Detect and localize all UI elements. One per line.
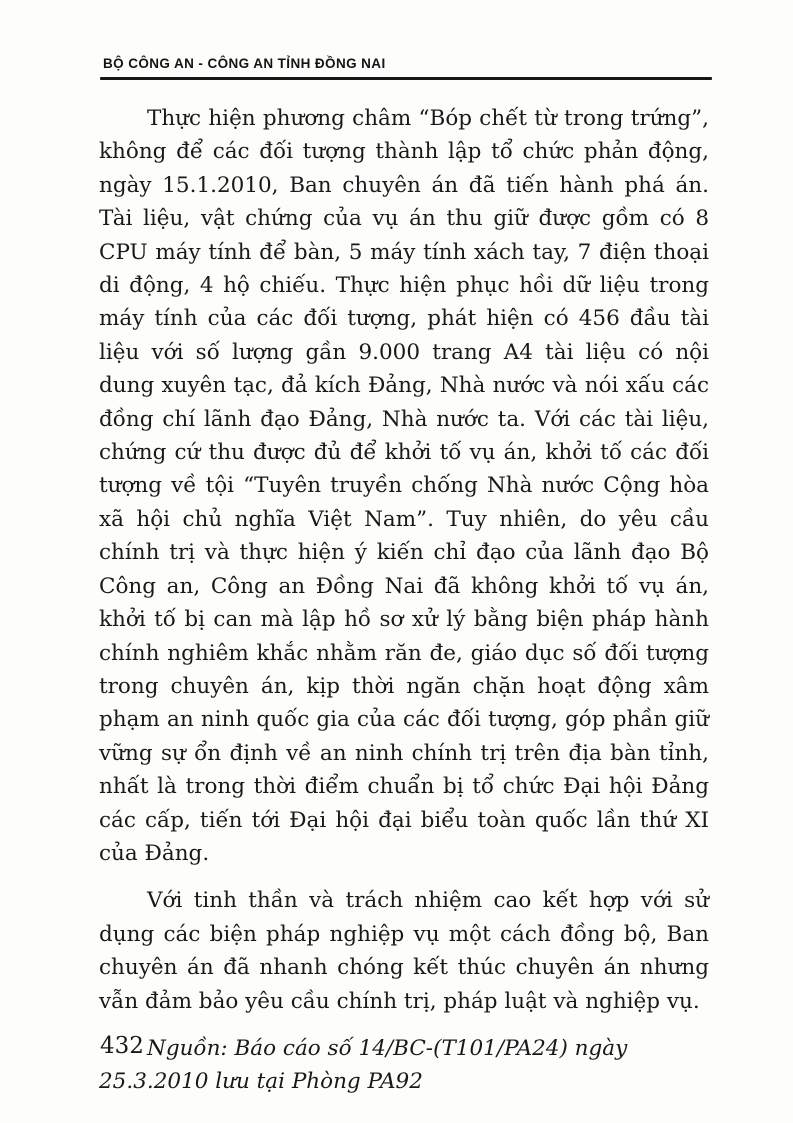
header-rule [100,77,712,80]
source-note: Nguồn: Báo cáo số 14/BC-(T101/PA24) ngày 25.3.2010 lưu tại Phòng PA92 [99,1035,628,1095]
body-paragraph: Thực hiện phương châm “Bóp chết từ trong trứng”, không để các đối tượng thành lập tổ chức phản động, ngày 15.1.2010, Ban chuyên án đã tiến hành phá án. Tài liệu, vật chứng của vụ án thu giữ được gồm có 8 CPU máy tính để bàn, 5 máy tính xách tay, 7 điện thoại di động, 4 hộ chiếu. Thực hiện phục hồi dữ liệu trong máy tính của các đối tượng, phát hiện có 456 đầu tài liệu với số lượng gần 9.000 trang A4 tài liệu có nội dung xuyên tạc, đả kích Đảng, Nhà nước và nói xấu các đồng chí lãnh đạo Đảng, Nhà nước ta. Với các tài liệu, chứng cứ thu được đủ để khởi tố vụ án, khởi tố các đối tượng về tội “Tuyên truyền chống Nhà nước Cộng hòa xã hội chủ nghĩa Việt Nam”. Tuy nhiên, do yêu cầu chính trị và thực hiện ý kiến chỉ đạo của lãnh đạo Bộ Công an, Công an Đồng Nai đã không khởi tố vụ án, khởi tố bị can mà lập hồ sơ xử lý bằng biện pháp hành chính nghiêm khắc nhằm răn đe, giáo dục số đối tượng trong chuyên án, kịp thời ngăn chặn hoạt động xâm phạm an ninh quốc gia của các đối tượng, góp phần giữ vững sự ổn định về an ninh chính trị trên địa bàn tỉnh, nhất là trong thời điểm chuẩn bị tổ chức Đại hội Đảng các cấp, tiến tới Đại hội đại biểu toàn quốc lần thứ XI của Đảng. [99,106,709,866]
page-number: 432 [100,1033,144,1059]
running-header: BỘ CÔNG AN - CÔNG AN TỈNH ĐỒNG NAI [103,56,386,71]
document-body [99,102,709,1099]
body-paragraph: Với tinh thần và trách nhiệm cao kết hợp với sử dụng các biện pháp nghiệp vụ một cách đồng bộ, Ban chuyên án đã nhanh chóng kết thúc chuyên án nhưng vẫn đảm bảo yêu cầu chính trị, pháp luật và nghiệp vụ. [99,888,709,1014]
